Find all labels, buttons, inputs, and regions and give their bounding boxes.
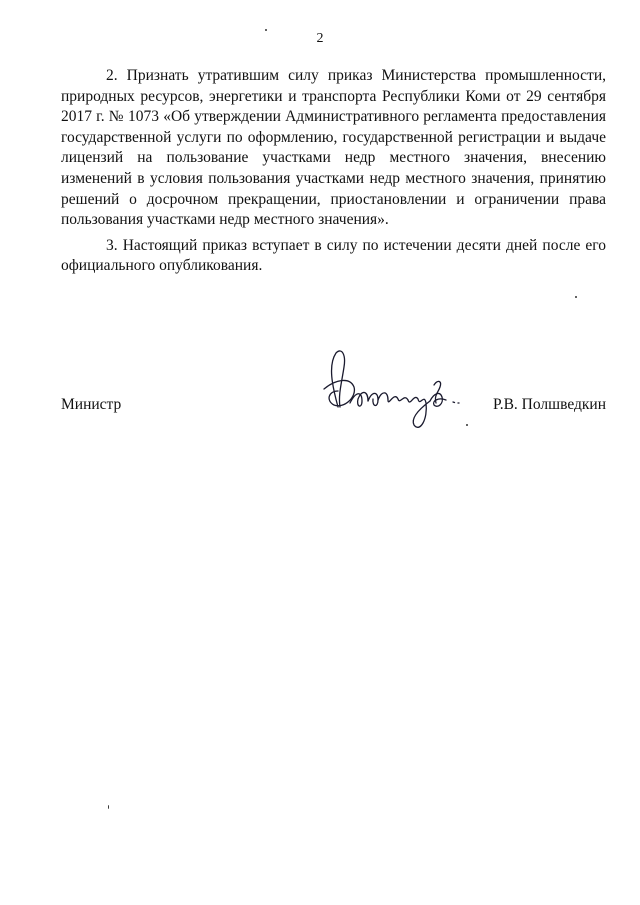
- scan-speck: [575, 296, 577, 298]
- signer-name: Р.В. Полшведкин: [493, 396, 606, 413]
- document-body: [61, 66, 606, 282]
- signer-position: Министр: [61, 396, 122, 413]
- paragraph-revoke-order: 2. Признать утратившим силу приказ Министерства промышленности, природных ресурсов, энергетики и транспорта Республики Коми от 29 сентября 2017 г. № 1073 «Об утверждении Административного регламента предоставления государственной услуги по оформлению, государственной регистрации и выдаче лицензий на пользование участками недр местного значения, внесению изменений в условия пользования участками недр местного значения, принятию решений о досрочном прекращении, приостановлении и ограничении права пользования участками недр местного значения».: [61, 67, 606, 229]
- page-number: 2: [316, 31, 324, 46]
- scan-speck: [108, 805, 109, 809]
- paragraph-effective-date: 3. Настоящий приказ вступает в силу по истечении десяти дней после его официального опубликования.: [61, 236, 606, 275]
- handwritten-signature: [310, 345, 470, 440]
